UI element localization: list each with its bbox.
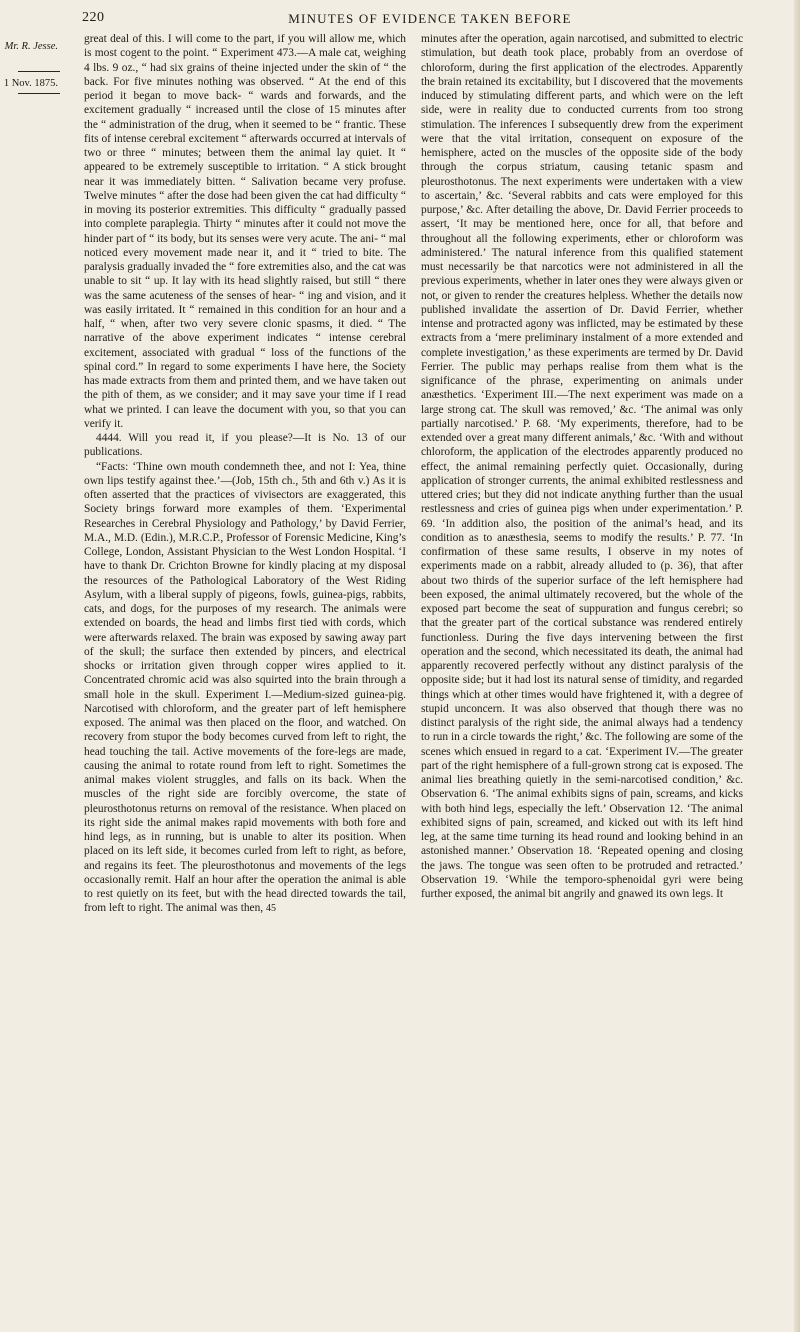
right-column	[421, 32, 743, 1322]
page-number: 220	[82, 10, 105, 25]
margin-date: 1 Nov. 1875.	[3, 78, 58, 89]
paragraph: minutes after the operation, again narcotised, and submitted to electric stimulation, but death took place, probably from an overdose of chloroform, during the first application of the electrodes. Apparently the brain retained its excitability, but I discovered that the movements induced by stimulating different parts, and which were on the left side, were in reality due to conducted currents from too strong stimulation. The inferences I subsequently drew from the experiment were that the vital irritation, consequent on exposure of the hemisphere, acted on the muscles of the opposite side of the body through the corpus striatum, causing tetanic spasm and pleurosthotonus. The next experiments were undertaken with a view to ascertain,’ &c. ‘Several rabbits and cats were employed for this purpose,’ &c. After detailing the above, Dr. David Ferrier proceeds to assert, ‘It may be mentioned here, once for all, that before and throughout all the following experiments, ether or chloroform was administered.’ The natural inference from this qualified statement must necessarily be that narcotics were not administered in all the previous experiments, whether in later ones they were always given or not, or given to render the creatures helpless. Whether the details now published invalidate the assertion of Dr. David Ferrier, whether intense and protracted agony was inflicted, may be estimated by these extracts from a ‘mere preliminary instalment of a more extended and complete investigation,’ as these experiments are termed by Dr. David Ferrier. The public may perhaps realise from them what is the significance of the phrase, experimenting on animals under anæsthetics. ‘Experiment III.—The next experiment was made on a large strong cat. The skull was removed,’ &c. ‘The animal was only partially narcotised.’ P. 68. ‘My experiments, therefore, had to be extended over a great many different animals,’ &c. ‘With and without chloroform, the application of the electrodes apparently produced no effect, the animal remaining perfectly quiet. Occasionally, during application of stronger currents, the animal exhibited restlessness and uttered cries; but they did not indicate anything further than the usual restlessness and cries of guinea pigs when under experimentation.’ P. 69. ‘In addition also, the position of the animal’s head, and its condition as to anæsthesia, seems to modify the results.’ P. 77. ‘In confirmation of these same results, I observe in my notes of experiments made on a rabbit, already alluded to (p. 36), that after about two thirds of the superior surface of the left hemisphere had been exposed, the animal ultimately recovered, but the whole of the exposed part become the seat of suppuration and fungus cerebri; so that the greater part of the cortical substance was rendered entirely functionless. During the five days intervening between the first operation and the second, which necessitated its death, the animal had apparently recovered perfectly without any distinct paralysis of the opposite side; but it had lost its natural sense of timidity, and regarded things which at other times would have frightened it, with a degree of stupid unconcern. It was also observed that though there was no distinct paralysis of the right side, the animal always had a tendency to run in a circle towards the right,’ &c. The following are some of the scenes which ensued in regard to a cat. ‘Experiment IV.—The greater part of the right hemisphere of a full-grown strong cat is exposed. The animal lies breathing quietly in the semi-narcotised condition,’ &c. Observation 6. ‘The animal exhibits signs of pain, screams, and kicks with both hind legs, especially the left.’ Observation 12. ‘The animal exhibited signs of pain, screamed, and kicked out with its left hind leg, at the same time turning its head round and looking behind in an astonished manner.’ Observation 18. ‘Repeated opening and closing the jaws. The tongue was seen often to be protruded and retracted.’ Observation 19. ‘While the temporo-sphenoidal gyri were being further exposed, the animal bit angrily and gnawed its own legs. It	[421, 33, 743, 900]
paragraph: 4444. Will you read it, if you please?—It is No. 13 of our publications.	[84, 432, 406, 459]
left-column	[84, 32, 406, 1322]
running-head: MINUTES OF EVIDENCE TAKEN BEFORE	[288, 11, 572, 26]
paragraph: great deal of this. I will come to the part, if you will allow me, which is most cogent to the point. “ Experiment 473.—A male cat, weighing 4 lbs. 9 oz., “ had six grains of theine injected under the skin of “ the back. For five minutes nothing was observed. “ At the end of this period it began to move back- “ wards and forwards, and the excitement gradually “ increased until the close of 15 minutes after the “ administration of the drug, when it seemed to be “ frantic. These fits of intense cerebral excitement “ afterwards occurred at intervals of two or three “ minutes; between them the animal lay quiet. It “ appeared to be extremely susceptible to irritation. “ A stick brought near it was immediately bitten. “ Salivation became very profuse. Twelve minutes “ after the dose had been given the cat had difficulty “ in moving its posterior extremities. This difficulty “ gradually passed into complete paraplegia. Thirty “ minutes after it could not move the hinder part of “ its body, but its senses were very acute. The ani- “ mal noticed every movement made near it, and it “ tried to bite. The paralysis gradually invaded the “ fore extremities also, and the cat was unable to sit “ up. It lay with its head slightly raised, but still “ there was the same acuteness of the senses of hear- “ ing and vision, and it was easily irritated. It “ remained in this condition for an hour and a half, “ when, after two very severe clonic spasms, it died. “ The narrative of the above experiment indicates “ intense cerebral excitement, associated with gradual “ loss of the functions of the spinal cord.” In regard to some experiments I have here, the Society has made extracts from them and printed them, and we have taken out the pith of them, as we consider; and it may save your time if I read what we printed. I can leave the document with you, so that you can verify it.	[84, 33, 406, 430]
paragraph-text: “Facts: ‘Thine own mouth condemneth thee, and not I: Yea, thine own lips testify against thee.’—(Job, 15th ch., 5th and 6th v.) As it is often asserted that the practices of vivisectors are exaggerated, this Society brings forward more examples of them. ‘Experimental Researches in Cerebral Physiology and Pathology,’ by David Ferrier, M.A., M.D. (Edin.), M.R.C.P., Professor of Forensic Medicine, King’s College, London, Assistant Physician to the West London Hospital. ‘I have to thank Dr. Crichton Browne for kindly placing at my disposal the resources of the Pathological Laboratory of the West Riding Asylum, with a liberal supply of pigeons, fowls, guinea-pigs, rabbits, cats, and dogs, for the purposes of my research. The animals were extended on boards, the head and limbs first tied with cords, which were afterwards relaxed. The brain was exposed by sawing away part of the skull; the surface then extended by pincers, and electrical shocks or irritation given through copper wires applied to it. Concentrated chromic acid was also squirted into the brain through a small hole in the skull. Experiment I.—Medium-sized guinea-pig. Narcotised with chloroform, and the greater part of left hemisphere exposed. The animal was then placed on the floor, and watched. On recovery from stupor the body becomes curved from left to right, the head touching the tail. Active movements of the fore-legs are made, causing the animal to rotate round from left to right. Sometimes the animal makes violent struggles, and falls on its back. When the muscles of the right side are forcibly overcome, the state of pleurosthotonus returns on removal of the resistance. When placed on its right side the animal makes rapid movements with both fore and hind legs, as in running, but is unable to alter its position. When placed on its left side, it becomes curled from left to right, as before, and regains its feet. The pleurosthotonus and movements of the legs occasionally remit. Half an hour after the operation the animal is able to rest quietly on its feet, but with the head directed towards the tail, from left to right. The animal was then,	[84, 460, 406, 915]
margin-rule	[18, 93, 60, 94]
paragraph	[84, 460, 406, 917]
margin-witness-name: Mr. R. Jesse.	[4, 41, 58, 52]
line-number: 45	[266, 903, 277, 915]
page-edge	[794, 0, 800, 1332]
margin-rule	[18, 71, 60, 72]
